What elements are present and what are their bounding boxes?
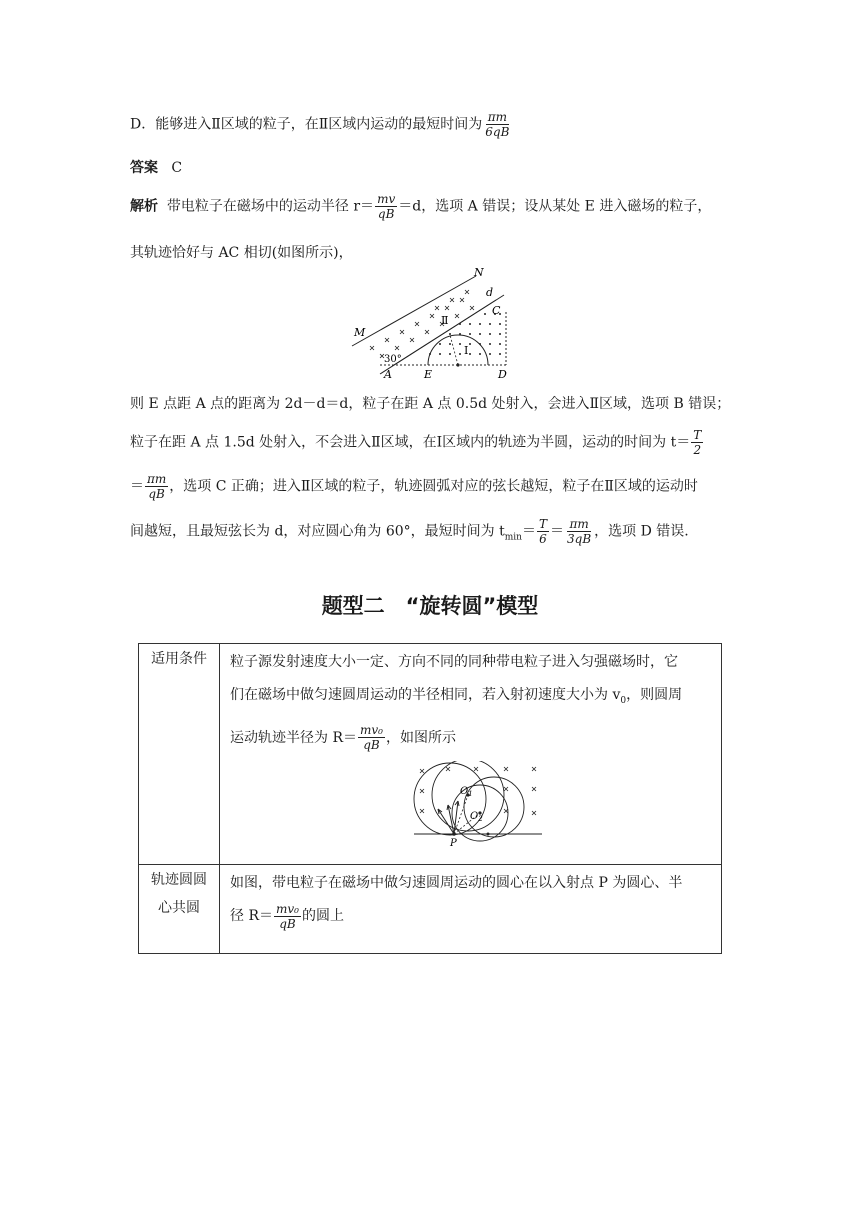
analysis-line-6: 间越短，且最短弦长为 d，对应圆心角为 60°，最短时间为 $t_{min}=$ $\frac{T}{6}$ ＝ $\frac{\pi m}{3qB}$ ，选项 D 错误.	[130, 517, 689, 546]
analysis-line-1: 解析 带电粒子在磁场中的运动半径 r＝ $\frac{mv}{qB}$ ＝d，选项 A 错误；设从某处 E 进入磁场的粒子，	[130, 192, 712, 221]
answer-value: C	[171, 160, 183, 176]
analysis-line-5: ＝ $\frac{\pi m}{qB}$ ，选项 C 正确；进入Ⅱ区域的粒子，轨迹圆弧对应的弦长越短，粒子在Ⅱ区域的运动时	[130, 472, 698, 501]
conditions-content: 粒子源发射速度大小一定、方向不同的同种带电粒子进入匀强磁场时，它 们在磁场中做匀速圆周运动的半径相同，若入射初速度大小为 $v_0$，则圆周 运动轨迹半径为 R＝ $\frac{\text{mv₀}}{qB}$ ，如图所示 $O_1$ $O_2$ P	[220, 644, 722, 865]
model-table	[138, 643, 722, 954]
analysis-line-4: 粒子在距 A 点 1.5d 处射入，不会进入Ⅱ区域，在Ⅰ区域内的轨迹为半圆，运动的时间为 t＝ $\frac{T}{2}$	[130, 428, 702, 457]
label-e: E	[424, 368, 433, 381]
radius-fraction-table: $\frac{\text{mv₀}}{qB}$	[360, 723, 383, 753]
label-region-2: Ⅱ	[441, 314, 449, 327]
option-d	[130, 110, 512, 139]
table-row-conditions	[139, 644, 722, 865]
time-fraction: $\frac{\pi m}{qB}$	[147, 472, 167, 501]
label-a: A	[384, 368, 392, 381]
radius-fraction: $\frac{mv}{qB}$	[377, 192, 396, 221]
analysis-label: 解析	[130, 198, 158, 215]
label-conditions: 适用条件	[139, 644, 220, 865]
label-m: M	[354, 326, 366, 339]
option-d-text: D．能够进入Ⅱ区域的粒子，在Ⅱ区域内运动的最短时间为	[130, 116, 483, 133]
label-p: P	[450, 837, 457, 847]
figure-tilted-field-diagram	[340, 262, 530, 382]
answer-label: 答案	[130, 160, 158, 176]
label-angle: 30°	[384, 354, 402, 365]
table-row-circle-centers	[139, 865, 722, 954]
section-title: 题型二 “旋转圆”模型	[321, 594, 539, 618]
tmin-fraction-2: $\frac{\pi m}{3qB}$	[567, 517, 592, 546]
analysis-line-2: 其轨迹恰好与 AC 相切(如图所示)，	[130, 245, 353, 261]
label-o1: $O_1$	[460, 785, 473, 798]
option-d-fraction: $\frac{\pi m}{6qB}$	[485, 110, 510, 139]
radius-fraction-row2: $\frac{\text{mv₀}}{qB}$	[276, 901, 299, 931]
analysis-line-3: 则 E 点距 A 点的距离为 2d－d＝d，粒子在距 A 点 0.5d 处射入，会进入Ⅱ区域，选项 B 错误；	[130, 396, 731, 412]
time-half-fraction: $\frac{T}{2}$	[693, 428, 702, 457]
label-d: d	[486, 286, 494, 299]
circle-centers-content: 如图，带电粒子在磁场中做匀速圆周运动的圆心在以入射点 P 为圆心、半 径 R＝ $\frac{\text{mv₀}}{qB}$ 的圆上	[220, 865, 722, 954]
figure-rotating-circles	[408, 761, 548, 847]
tmin-fraction-1: $\frac{T}{6}$	[538, 517, 547, 546]
label-o2: $O_2$	[470, 810, 483, 823]
answer-line	[130, 157, 182, 177]
label-circle-centers: 轨迹圆圆 心共圆	[139, 865, 220, 954]
label-d-point: D	[498, 368, 507, 381]
label-c: C	[492, 304, 501, 317]
label-n: N	[474, 266, 484, 279]
label-region-1: Ⅰ	[464, 344, 469, 357]
